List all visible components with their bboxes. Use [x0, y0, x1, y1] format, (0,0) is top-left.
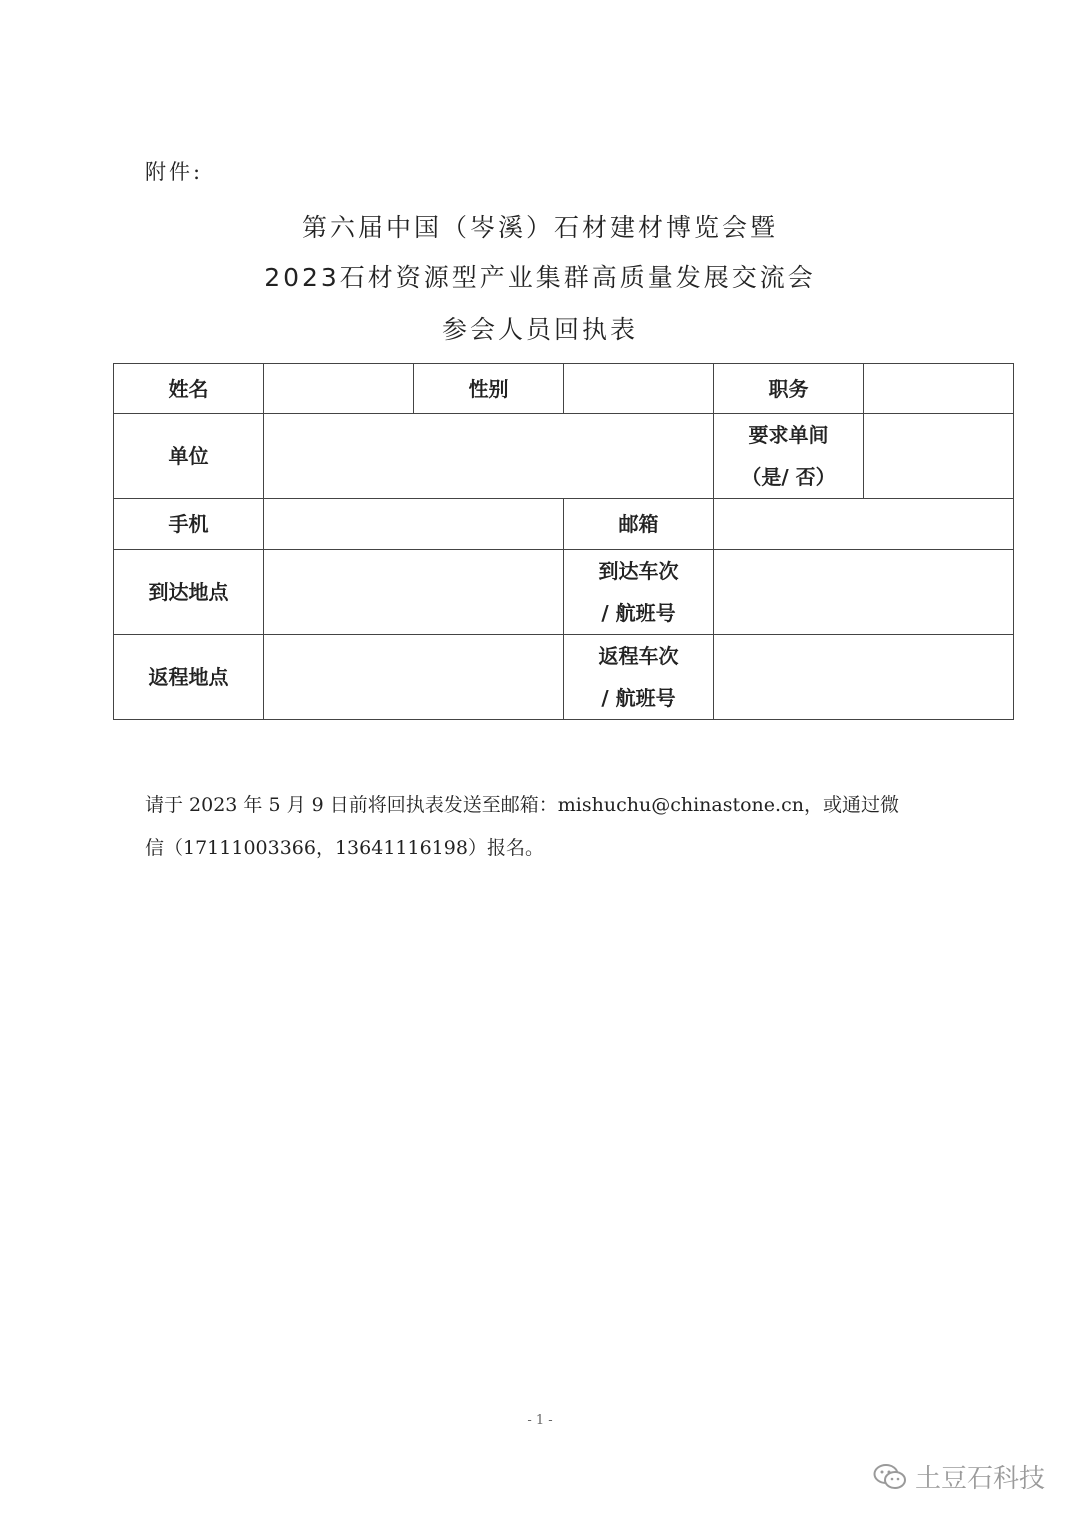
return-place-field[interactable]	[264, 635, 564, 720]
arrival-train-label-line2: / 航班号	[601, 601, 676, 625]
position-field[interactable]	[864, 364, 1014, 414]
single-room-label-line1: 要求单间	[748, 423, 829, 447]
gender-field[interactable]	[564, 364, 714, 414]
arrival-train-label-line1: 到达车次	[598, 559, 679, 583]
single-room-field[interactable]	[864, 414, 1014, 499]
title-line-2: 2023石材资源型产业集群高质量发展交流会	[264, 263, 816, 292]
unit-label: 单位	[114, 414, 264, 499]
name-label: 姓名	[114, 364, 264, 414]
return-train-label-line2: / 航班号	[601, 686, 676, 710]
return-train-field[interactable]	[714, 635, 1014, 720]
watermark	[873, 1458, 1045, 1495]
table-row	[114, 550, 1014, 635]
table-row	[114, 364, 1014, 414]
title-line-1: 第六届中国（岑溪）石材建材博览会暨	[301, 213, 778, 242]
form-title: 参会人员回执表	[441, 315, 638, 344]
return-train-label	[564, 635, 714, 720]
position-label: 职务	[714, 364, 864, 414]
instructions-note	[145, 784, 945, 870]
registration-form-table	[113, 363, 1014, 720]
email-label: 邮箱	[564, 499, 714, 550]
watermark-text: 土豆石科技	[914, 1464, 1045, 1494]
attachment-label: 附件:	[145, 160, 204, 184]
arrival-place-field[interactable]	[264, 550, 564, 635]
table-row	[114, 635, 1014, 720]
email-field[interactable]	[714, 499, 1014, 550]
note-line-2: 信（17111003366，13641116198）报名。	[145, 837, 544, 859]
table-row	[114, 414, 1014, 499]
return-place-label: 返程地点	[114, 635, 264, 720]
gender-label: 性别	[414, 364, 564, 414]
page-number: - 1 -	[527, 1413, 553, 1428]
table-row	[114, 499, 1014, 550]
mobile-label: 手机	[114, 499, 264, 550]
mobile-field[interactable]	[264, 499, 564, 550]
arrival-train-field[interactable]	[714, 550, 1014, 635]
single-room-label-line2: （是/ 否）	[741, 465, 836, 489]
name-field[interactable]	[264, 364, 414, 414]
note-line-1: 请于 2023 年 5 月 9 日前将回执表发送至邮箱：mishuchu@chinastone.cn，或通过微	[145, 794, 899, 816]
return-train-label-line1: 返程车次	[598, 644, 679, 668]
arrival-train-label	[564, 550, 714, 635]
arrival-place-label: 到达地点	[114, 550, 264, 635]
unit-field[interactable]	[264, 414, 714, 499]
single-room-label	[714, 414, 864, 499]
wechat-icon	[873, 1463, 907, 1491]
